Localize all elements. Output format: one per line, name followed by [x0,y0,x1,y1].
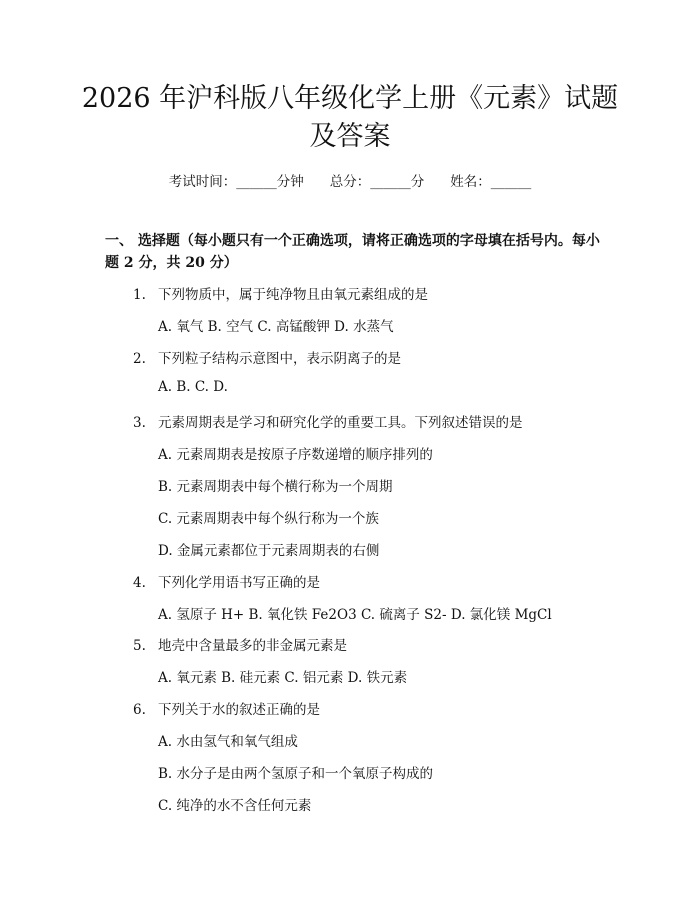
section-heading-choice: 一、 选择题（每小题只有一个正确选项，请将正确选项的字母填在括号内。每小题 2 分，共 20 分） [105,233,600,271]
question-6-option-c: C. 纯净的水不含任何元素 [158,798,312,814]
question-1 [133,283,428,303]
question-text: 下列粒子结构示意图中，表示阴离子的是 [158,351,401,367]
question-text: 下列物质中，属于纯净物且由氧元素组成的是 [158,287,428,303]
question-6 [133,698,320,718]
title-line-1: 2026 年沪科版八年级化学上册《元素》试题 [81,83,619,114]
title-line-2: 及答案 [309,121,391,152]
question-text: 下列化学用语书写正确的是 [158,575,320,591]
question-text: 地壳中含量最多的非金属元素是 [158,638,347,654]
page-title [60,80,640,156]
question-1-options: A. 氧气 B. 空气 C. 高锰酸钾 D. 水蒸气 [158,319,394,335]
question-5 [133,634,347,654]
question-text: 下列关于水的叙述正确的是 [158,702,320,718]
student-name-label: 姓名：______ [450,174,532,190]
question-3-option-c: C. 元素周期表中每个纵行称为一个族 [158,511,379,527]
question-number: 6. [133,702,146,718]
question-4-options: A. 氢原子 H+ B. 氧化铁 Fe2O3 C. 硫离子 S2- D. 氯化镁 MgCl [158,607,552,623]
question-number: 2. [133,351,146,367]
exam-info-line [0,170,700,190]
question-3 [133,411,523,431]
question-3-option-d: D. 金属元素都位于元素周期表的右侧 [158,543,380,559]
question-3-option-b: B. 元素周期表中每个横行称为一个周期 [158,479,393,495]
question-text: 元素周期表是学习和研究化学的重要工具。下列叙述错误的是 [158,415,523,431]
question-6-option-a: A. 水由氢气和氧气组成 [158,734,298,750]
question-number: 1. [133,287,146,303]
question-2-options: A. B. C. D. [158,379,228,395]
exam-time-label: 考试时间：______分钟 [168,174,304,190]
question-5-options: A. 氧元素 B. 硅元素 C. 铝元素 D. 铁元素 [158,670,408,686]
total-score-label: 总分：______分 [329,174,425,190]
question-6-option-b: B. 水分子是由两个氢原子和一个氧原子构成的 [158,766,434,782]
question-4 [133,571,320,591]
question-number: 4. [133,575,146,591]
question-number: 3. [133,415,146,431]
question-number: 5. [133,638,146,654]
question-2 [133,347,401,367]
question-3-option-a: A. 元素周期表是按原子序数递增的顺序排列的 [158,447,433,463]
